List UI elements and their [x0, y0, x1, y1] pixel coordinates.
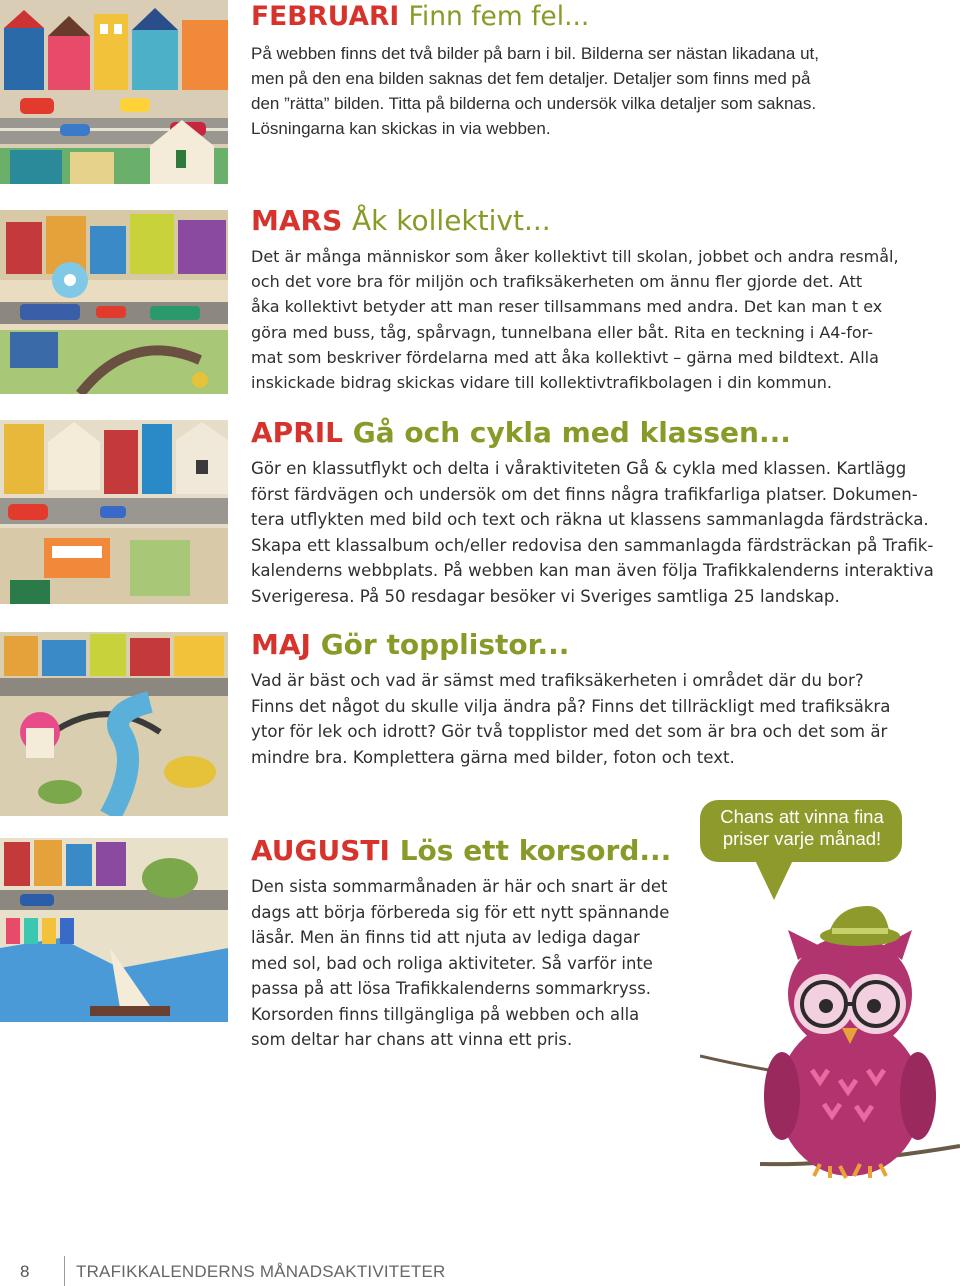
body-line: passa på att lösa Trafikkalenderns sommarkryss.	[251, 979, 651, 998]
section-body	[251, 41, 819, 142]
body-line: Lösningarna kan skickas in via webben.	[251, 119, 551, 139]
illustration-town-school	[0, 420, 228, 604]
section-mars	[251, 204, 899, 395]
topic-label: Lös ett korsord...	[399, 834, 672, 867]
section-maj	[251, 628, 891, 770]
section-april	[251, 416, 934, 609]
body-line: mat som beskriver fördelarna med att åka kollektivt – gärna med bildtext. Alla	[251, 347, 879, 367]
body-line: som deltar har chans att vinna ett pris.	[251, 1030, 573, 1049]
body-line: Vad är bäst och vad är sämst med trafiksäkerheten i området där du bor?	[251, 671, 864, 690]
body-line: åka kollektivt betyder att man reser tillsammans med andra. Det kan man t ex	[251, 297, 883, 317]
body-line: tera utflykten med bild och text och räkna ut klassens sammanlagda färdsträcka.	[251, 510, 929, 529]
footer-divider	[64, 1256, 65, 1286]
bubble-line: priser varje månad!	[722, 828, 882, 849]
body-line: den ”rätta” bilden. Titta på bilderna och undersök vilka detaljer som saknas.	[251, 94, 817, 114]
section-heading	[251, 1, 819, 32]
month-label: MAJ	[251, 628, 311, 661]
bubble-line: Chans att vinna fina	[720, 806, 884, 827]
owl-illustration	[700, 900, 960, 1200]
illustration-town-harbour	[0, 838, 228, 1022]
topic-label: Gå och cykla med klassen...	[352, 416, 791, 449]
body-line: med sol, bad och roliga aktiviteter. Så varför inte	[251, 953, 653, 973]
section-heading	[251, 416, 934, 449]
body-line: läsår. Men än finns tid att njuta av lediga dagar	[251, 928, 640, 947]
month-label: MARS	[251, 204, 343, 237]
section-body	[251, 874, 671, 1053]
section-body	[251, 456, 934, 609]
topic-label: Gör topplistor...	[320, 628, 570, 661]
body-line: först färdvägen och undersök om det finns några trafikfarliga platser. Dokumen-	[251, 484, 918, 504]
section-body	[251, 668, 890, 770]
body-line: göra med buss, tåg, spårvagn, tunnelbana eller båt. Rita en teckning i A4-for-	[251, 322, 873, 342]
footer-title: TRAFIKKALENDERNS MÅNADSAKTIVITETER	[76, 1262, 446, 1281]
body-line: mindre bra. Komplettera gärna med bilder, foton och text.	[251, 747, 735, 767]
body-line: inskickade bidrag skickas vidare till kollektivtrafikbolagen i din kommun.	[251, 373, 832, 393]
body-line: Gör en klassutflykt och delta i våraktiviteten Gå & cykla med klassen. Kartlägg	[251, 459, 907, 478]
body-line: men på den ena bilden saknas det fem detaljer. Detaljer som finns med på	[251, 68, 811, 88]
illustration-town-cars	[0, 0, 228, 184]
section-heading	[251, 834, 672, 867]
body-line: och det vore bra för miljön och trafiksäkerheten om ännu fler gjorde det. Att	[251, 272, 863, 292]
body-line: På webben finns det två bilder på barn i bil. Bilderna ser nästan likadana ut,	[251, 43, 819, 63]
topic-label: Finn fem fel...	[408, 1, 590, 32]
section-body	[251, 244, 899, 395]
body-line: Skapa ett klassalbum och/eller redovisa den sammanlagda färdsträckan på Trafik-	[251, 535, 934, 555]
illustration-town-square	[0, 210, 228, 394]
section-heading	[251, 204, 899, 237]
body-line: kalenderns webbplats. På webben kan man även följa Trafikkalenderns interaktiva	[251, 561, 934, 580]
body-line: Korsorden finns tillgängliga på webben och alla	[251, 1004, 640, 1024]
section-februari	[251, 1, 819, 142]
page-number: 8	[20, 1262, 30, 1281]
body-line: dags att börja förbereda sig för ett nytt spännande	[251, 902, 670, 922]
body-line: Sverigeresa. På 50 resdagar besöker vi Sveriges samtliga 25 landskap.	[251, 586, 840, 606]
body-line: Det är många människor som åker kollektivt till skolan, jobbet och andra resmål,	[251, 247, 899, 266]
body-line: ytor för lek och idrott? Gör två topplistor med det som är bra och det som är	[251, 722, 888, 741]
section-augusti	[251, 834, 672, 1053]
month-label: APRIL	[251, 416, 344, 449]
body-line: Finns det något du skulle vilja ändra på? Finns det tillräckligt med trafiksäkra	[251, 696, 891, 716]
month-label: AUGUSTI	[251, 834, 390, 867]
bubble-text	[700, 806, 904, 850]
section-heading	[251, 628, 890, 661]
topic-label: Åk kollektivt...	[352, 204, 551, 237]
illustration-town-playground	[0, 632, 228, 816]
month-label: FEBRUARI	[251, 1, 400, 32]
body-line: Den sista sommarmånaden är här och snart är det	[251, 877, 668, 896]
